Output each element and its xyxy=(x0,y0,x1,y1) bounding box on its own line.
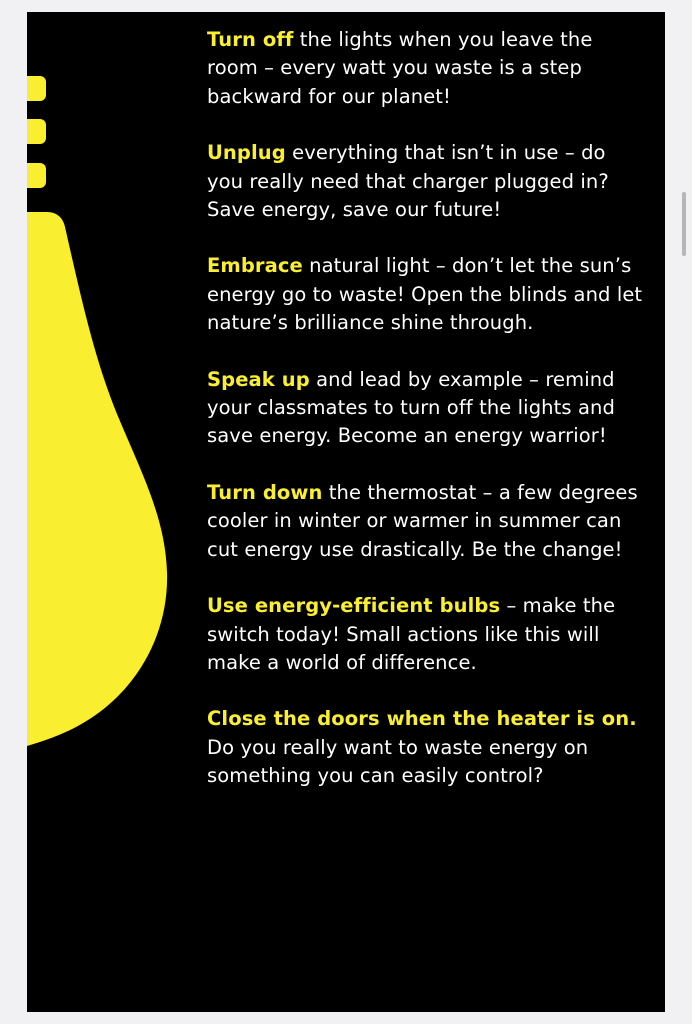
tip-text: and lead by example – remind your classmates to turn off the lights and save energy. Become an energy warrior! xyxy=(207,367,615,448)
tip-efficient-bulbs xyxy=(207,592,647,677)
tip-text: the thermostat – a few degrees cooler in winter or warmer in summer can cut energy use drastically. Be the change! xyxy=(207,480,638,561)
tip-text: the lights when you leave the room – every watt you waste is a step backward for our planet! xyxy=(207,28,593,108)
tip-lead: Turn off xyxy=(207,28,294,51)
tip-turn-down xyxy=(207,479,647,564)
tip-lead: Close the doors when the heater is on. xyxy=(207,707,637,731)
tip-lead: Speak up xyxy=(207,367,310,391)
tip-lead: Unplug xyxy=(207,141,286,165)
poster-page xyxy=(27,12,665,1012)
tip-lead: Turn down xyxy=(207,480,323,504)
bulb-base-segment xyxy=(27,119,46,144)
tip-text: everything that isn’t in use – do you really need that charger plugged in? Save energy, save our future! xyxy=(207,141,609,222)
bulb-base-segment xyxy=(27,76,46,101)
bulb-base-segment xyxy=(27,163,46,188)
tip-text: – make the switch today! Small actions like this will make a world of difference. xyxy=(207,594,616,674)
tip-text: natural light – don’t let the sun’s energy go to waste! Open the blinds and let nature’s brilliance shine through. xyxy=(207,254,643,335)
tip-turn-off xyxy=(207,26,647,111)
tip-close-doors xyxy=(207,705,647,790)
tip-unplug xyxy=(207,139,647,224)
tip-lead: Use energy-efficient bulbs xyxy=(207,594,501,618)
tip-lead: Embrace xyxy=(207,254,303,278)
energy-tips-list xyxy=(207,26,647,819)
tip-text: Do you really want to waste energy on something you can easily control? xyxy=(207,735,589,788)
bulb-glass xyxy=(27,212,167,746)
tip-embrace xyxy=(207,252,647,337)
scrollbar-thumb[interactable] xyxy=(682,192,686,256)
tip-speak-up xyxy=(207,366,647,451)
lightbulb-icon xyxy=(27,12,207,772)
